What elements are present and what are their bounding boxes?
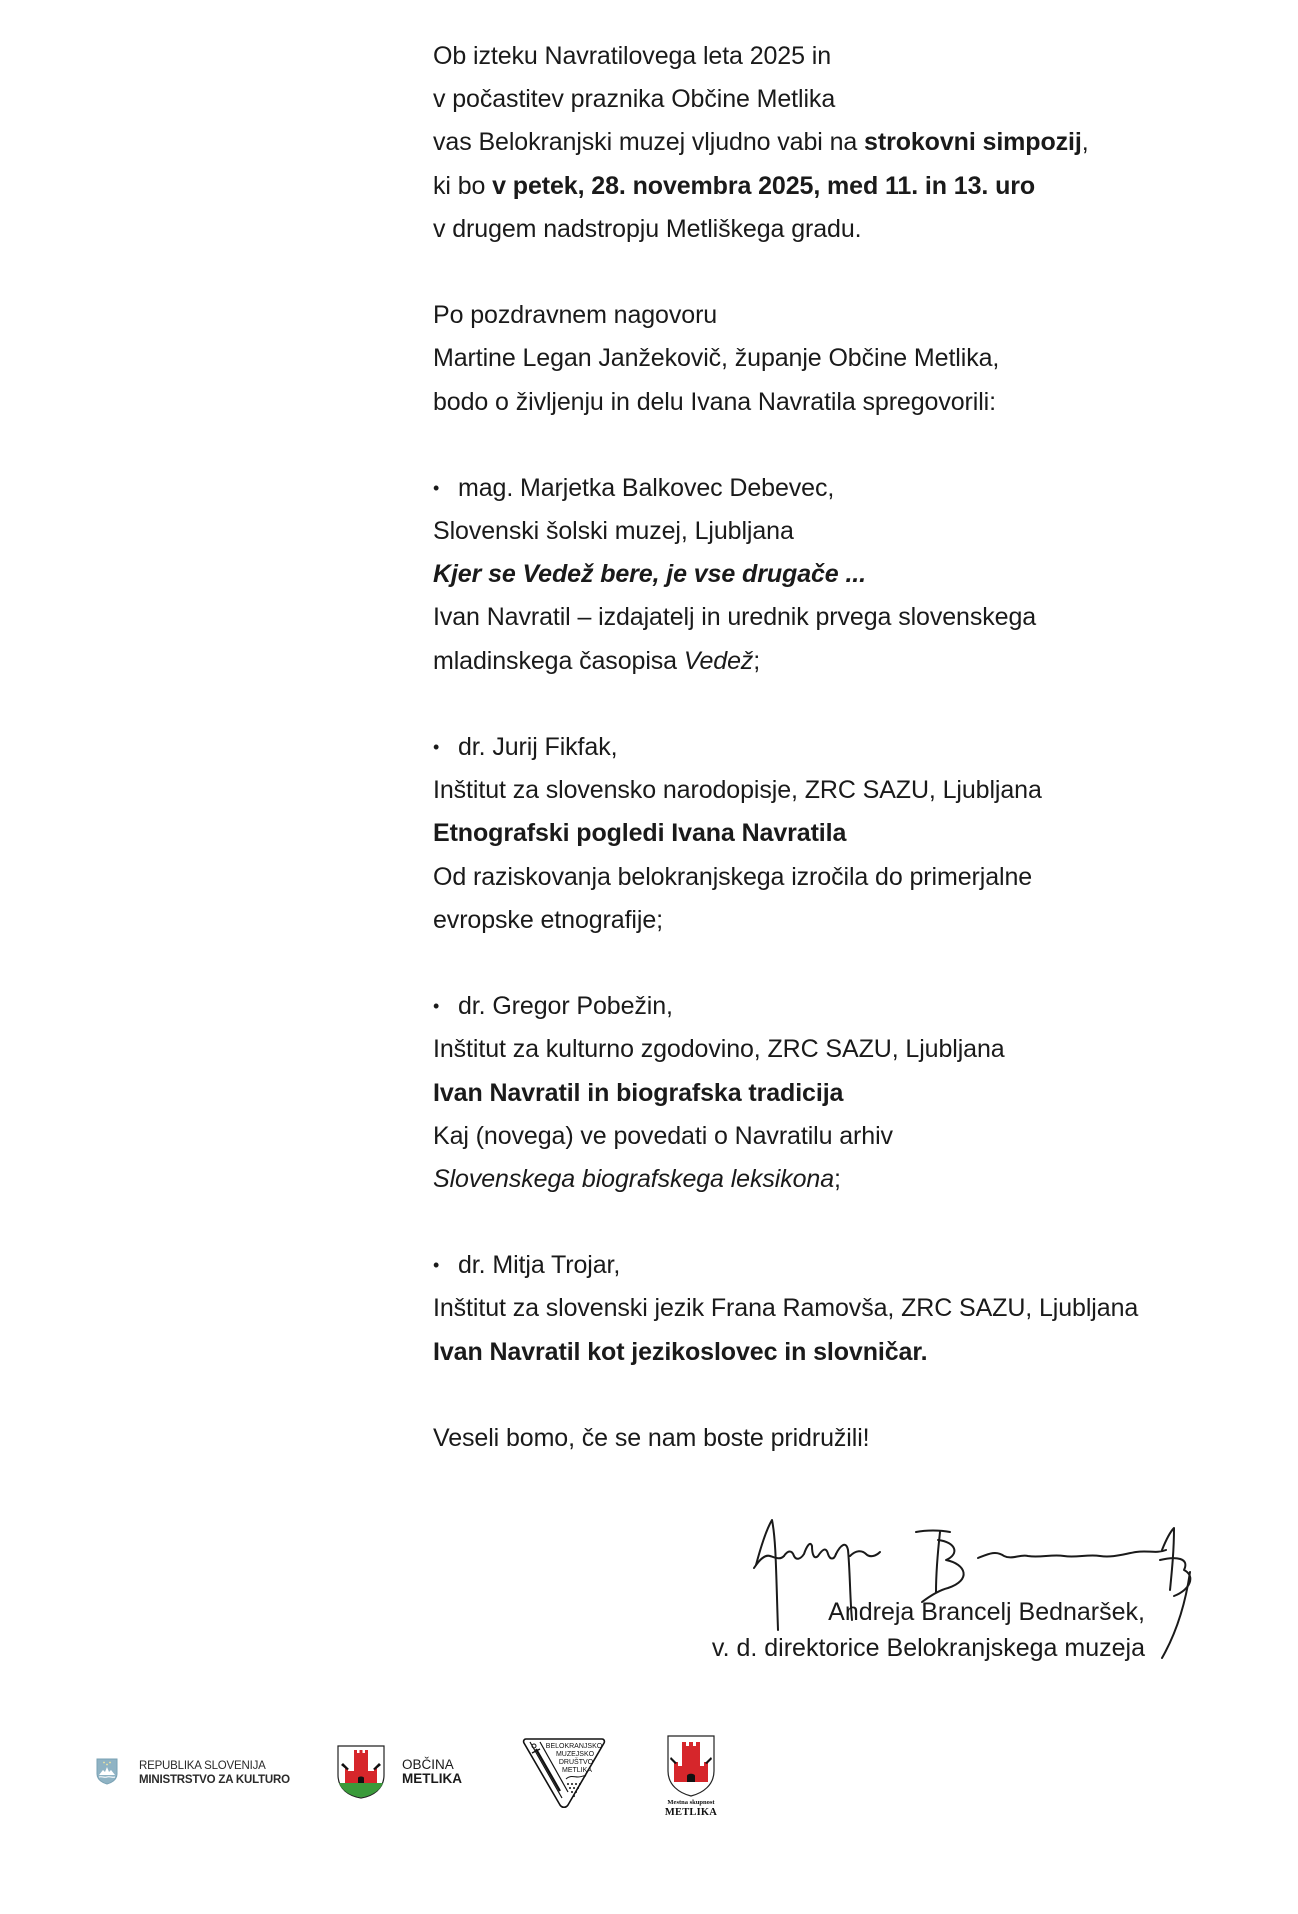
publication-title: Slovenskega biografskega leksikona <box>433 1164 835 1193</box>
obcina-metlika-logo <box>337 1745 487 1801</box>
spacer <box>433 942 1273 985</box>
spacer <box>433 683 1273 726</box>
talk-subtitle-text: mladinskega časopisa <box>433 646 684 675</box>
event-location: v drugem nadstropju Metliškega gradu. <box>433 214 862 243</box>
speaker-name: mag. Marjetka Balkovec Debevec, <box>458 473 835 502</box>
spacer <box>433 1201 1273 1244</box>
talk-title: Ivan Navratil in biografska tradicija <box>433 1078 844 1107</box>
mestna-skupnost-text <box>664 1799 718 1818</box>
speaker-institution: Inštitut za slovensko narodopisje, ZRC SAZU, Ljubljana <box>433 776 1042 805</box>
ministry-line-1: REPUBLIKA SLOVENIJA <box>139 1760 266 1772</box>
speaker-name-line <box>433 726 1273 769</box>
signatory-role: v. d. direktorice Belokranjskega muzeja <box>711 1634 1145 1662</box>
event-type: strokovni simpozij <box>864 128 1082 157</box>
talk-subtitle: evropske etnografije; <box>433 905 663 934</box>
speaker-name-line <box>433 1244 1273 1287</box>
talk-subtitle: Kaj (novega) ve povedati o Navratilu arhiv <box>433 1121 893 1150</box>
bullet-icon: • <box>433 477 440 498</box>
intro-line <box>433 121 1273 164</box>
publication-title: Vedež <box>683 646 754 675</box>
spacer <box>433 251 1273 294</box>
mestna-skupnost-shield-icon <box>667 1735 715 1797</box>
welcome-line: Po pozdravnem nagovoru <box>433 301 718 330</box>
speaker-institution: Inštitut za kulturno zgodovino, ZRC SAZU, Ljubljana <box>433 1035 1005 1064</box>
museum-society-text: DRUŠTVO <box>558 1759 594 1766</box>
belokranjsko-muzejsko-drustvo-logo <box>522 1735 606 1809</box>
intro-line: v počastitev praznika Občine Metlika <box>433 85 836 114</box>
ministry-text <box>139 1759 290 1787</box>
bullet-icon: • <box>433 737 440 757</box>
spacer <box>433 1374 1273 1417</box>
speaker-name: dr. Mitja Trojar, <box>458 1251 621 1280</box>
talk-title: Ivan Navratil kot jezikoslovec in slovničar. <box>433 1337 928 1366</box>
speaker-item <box>433 467 1273 683</box>
sponsor-logos <box>0 1725 1298 1835</box>
speaker-name-line <box>433 467 1273 510</box>
punctuation: , <box>1081 128 1089 157</box>
speaker-institution: Inštitut za slovenski jezik Frana Ramovša, ZRC SAZU, Ljubljana <box>433 1294 1139 1323</box>
speaker-item <box>433 1244 1273 1374</box>
talk-subtitle: Ivan Navratil – izdajatelj in urednik prvega slovenskega <box>433 603 1037 632</box>
ministry-line-2: MINISTRSTVO ZA KULTURO <box>139 1774 290 1786</box>
slovenia-coat-of-arms-icon <box>96 1758 118 1785</box>
talk-subtitle: Od raziskovanja belokranjskega izročila do primerjalne <box>433 862 1033 891</box>
museum-society-text: MUZEJSKO <box>555 1751 595 1758</box>
event-date-time: v petek, 28. novembra 2025, med 11. in 13. uro <box>492 171 1036 200</box>
intro-line: Ob izteku Navratilovega leta 2025 in <box>433 42 832 70</box>
talk-subtitle <box>433 1158 1273 1201</box>
metlika-shield-icon <box>337 1745 385 1799</box>
punctuation: ; <box>834 1164 841 1193</box>
spacer <box>433 424 1273 467</box>
mestna-skupnost-metlika-logo <box>664 1735 718 1825</box>
talk-title: Etnografski pogledi Ivana Navratila <box>433 819 847 848</box>
signatory-name: Andreja Brancelj Bednaršek, <box>828 1598 1145 1626</box>
speaker-name: dr. Jurij Fikfak, <box>458 733 618 761</box>
intro-text: ki bo <box>433 171 493 200</box>
museum-society-text: BELOKRANJSKO <box>545 1743 603 1750</box>
intro-line <box>433 165 1273 208</box>
obcina-text <box>402 1758 462 1786</box>
intro-text: vas Belokranjski muzej vljudno vabi na <box>433 128 865 157</box>
speaker-name-line <box>433 985 1273 1028</box>
obcina-line-1: OBČINA <box>402 1757 454 1772</box>
mestna-skupnost-line-2: METLIKA <box>664 1807 718 1818</box>
bullet-icon: • <box>433 996 440 1017</box>
speaker-item <box>433 726 1273 942</box>
speaker-institution: Slovenski šolski muzej, Ljubljana <box>433 517 794 546</box>
welcome-line: bodo o življenju in delu Ivana Navratila spregovorili: <box>433 387 996 416</box>
museum-society-emblem-icon <box>522 1735 606 1809</box>
welcome-line: Martine Legan Janžekovič, županje Občine Metlika, <box>433 344 1000 373</box>
obcina-line-2: METLIKA <box>402 1771 462 1786</box>
closing-line: Veseli bomo, če se nam boste pridružili! <box>433 1424 870 1452</box>
talk-title: Kjer se Vedež bere, je vse drugače ... <box>433 560 866 589</box>
signature-block <box>600 1510 1220 1680</box>
punctuation: ; <box>753 646 761 675</box>
speaker-name: dr. Gregor Pobežin, <box>458 992 673 1021</box>
museum-society-text: METLIKA <box>562 1767 592 1774</box>
speaker-item <box>433 985 1273 1201</box>
mestna-skupnost-line-1: Mestna skupnost <box>667 1799 715 1806</box>
talk-subtitle <box>433 640 1273 683</box>
invitation-letter <box>433 35 1273 1460</box>
bullet-icon: • <box>433 1255 440 1276</box>
